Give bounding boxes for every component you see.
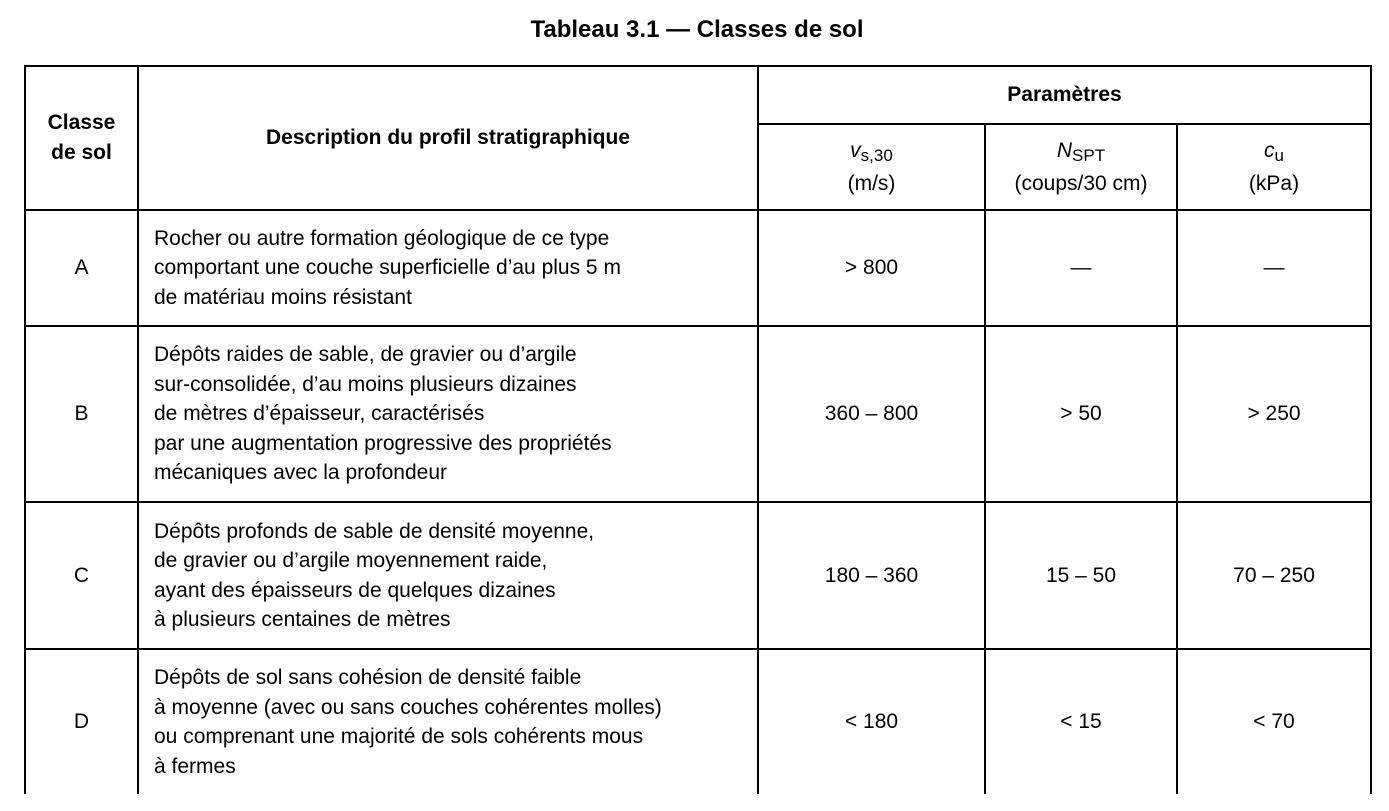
nspt-cell: > 50 [985, 326, 1177, 502]
header-nspt [985, 124, 1177, 210]
header-class [25, 66, 138, 210]
cu-cell: < 70 [1177, 649, 1371, 794]
vs30-cell: < 180 [758, 649, 985, 794]
table-row [25, 210, 1371, 326]
vs30-cell: > 800 [758, 210, 985, 326]
description-line: de matériau moins résistant [154, 285, 412, 309]
description-cell [138, 326, 758, 502]
nspt-cell: < 15 [985, 649, 1177, 794]
description-line: comportant une couche superficielle d’au plus 5 m [154, 256, 621, 280]
cu-cell: — [1177, 210, 1371, 326]
nspt-cell: — [985, 210, 1177, 326]
description-cell [138, 210, 758, 326]
header-cu [1177, 124, 1371, 210]
description-cell [138, 649, 758, 794]
nspt-unit: (coups/30 cm) [1014, 171, 1148, 195]
table-title: Tableau 3.1 — Classes de sol [530, 16, 864, 43]
description-cell [138, 502, 758, 649]
class-cell: C [25, 502, 138, 649]
vs30-cell: 360 – 800 [758, 326, 985, 502]
description-line: Rocher ou autre formation géologique de ce type [154, 226, 610, 250]
description-line: à moyenne (avec ou sans couches cohérentes molles) [154, 695, 662, 719]
description-line: de mètres d’épaisseur, caractérisés [154, 402, 485, 426]
description-line: Dépôts de sol sans cohésion de densité faible [154, 666, 582, 689]
vs30-symbol: v [850, 138, 861, 162]
header-description: Description du profil stratigraphique [138, 66, 758, 210]
cu-cell: > 250 [1177, 326, 1371, 502]
table-row [25, 326, 1371, 502]
description-line: ou comprenant une majorité de sols cohérents mous [154, 725, 644, 748]
header-class-line-2: de sol [51, 141, 112, 164]
header-parameters: Paramètres [758, 66, 1371, 124]
description-line: mécaniques avec la profondeur [154, 461, 448, 485]
cu-unit: (kPa) [1248, 171, 1300, 195]
vs30-subscript: s,30 [860, 145, 893, 165]
nspt-cell: 15 – 50 [985, 502, 1177, 649]
header-class-line-1: Classe [47, 111, 116, 134]
header-vs30 [758, 124, 985, 210]
class-cell: A [25, 210, 138, 326]
description-line: Dépôts profonds de sable de densité moyenne, [154, 519, 595, 543]
description-line: à plusieurs centaines de mètres [154, 608, 451, 631]
cu-symbol: c [1264, 138, 1275, 162]
table-row [25, 502, 1371, 649]
soil-classes-table [24, 65, 1372, 794]
table-row [25, 649, 1371, 794]
class-cell: B [25, 326, 138, 502]
description-line: par une augmentation progressive des propriétés [154, 431, 612, 455]
vs30-unit: (m/s) [847, 171, 896, 195]
description-line: de gravier ou d’argile moyennement raide, [154, 549, 548, 572]
nspt-symbol: N [1056, 138, 1073, 162]
cu-cell: 70 – 250 [1177, 502, 1371, 649]
class-cell: D [25, 649, 138, 794]
nspt-subscript: SPT [1072, 145, 1106, 165]
description-line: ayant des épaisseurs de quelques dizaines [154, 578, 556, 602]
description-line: Dépôts raides de sable, de gravier ou d’argile [154, 343, 577, 367]
description-line: à fermes [154, 754, 236, 778]
vs30-cell: 180 – 360 [758, 502, 985, 649]
description-line: sur-consolidée, d’au moins plusieurs dizaines [154, 372, 577, 396]
cu-subscript: u [1274, 145, 1284, 165]
